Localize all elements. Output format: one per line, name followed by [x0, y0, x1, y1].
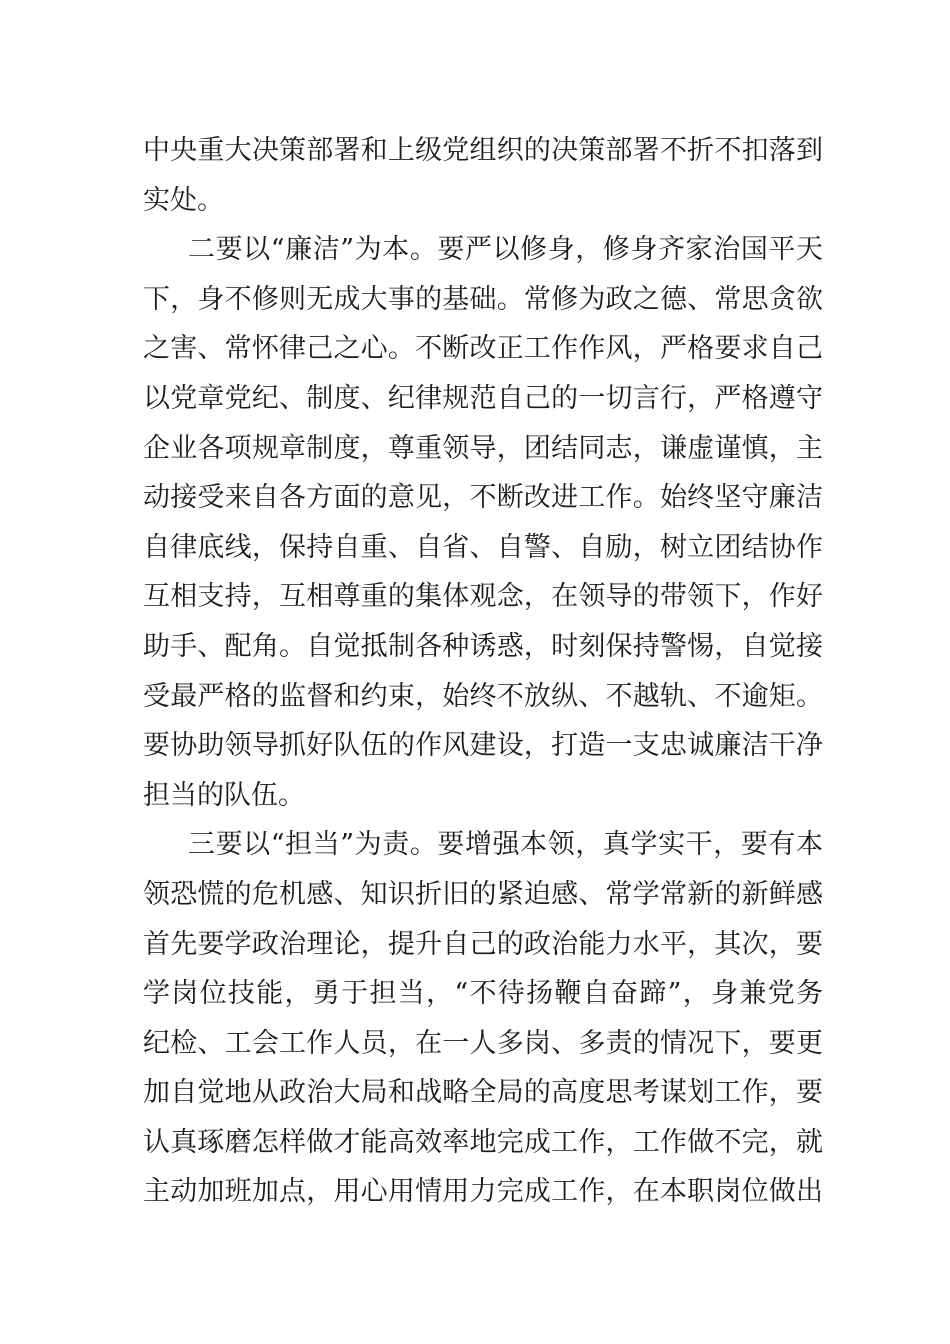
text-line: 加自觉地从政治大局和战略全局的高度思考谋划工作，要	[143, 1077, 823, 1109]
text-line: 以党章党纪、制度、纪律规范自己的一切言行，严格遵守	[143, 382, 823, 414]
text-line: 实处。	[143, 184, 224, 216]
text-line: 学岗位技能，勇于担当，“不待扬鞭自奋蹄”，身兼党务	[143, 978, 823, 1010]
paragraph-start-line: 三要以“担当”为责。要增强本领，真学实干，要有本	[188, 829, 823, 861]
text-line: 主动加班加点，用心用情用力完成工作，在本职岗位做出	[143, 1176, 823, 1208]
text-line: 首先要学政治理论，提升自己的政治能力水平，其次，要	[143, 928, 823, 960]
text-line: 之害、常怀律己之心。不断改正工作作风，严格要求自己	[143, 333, 823, 365]
text-line: 自律底线，保持自重、自省、自警、自励，树立团结协作	[143, 531, 823, 563]
text-line: 企业各项规章制度，尊重领导，团结同志，谦虚谨慎，主	[143, 432, 823, 464]
text-line: 动接受来自各方面的意见，不断改进工作。始终坚守廉洁	[143, 482, 823, 514]
paragraph-start-line: 二要以“廉洁”为本。要严以修身，修身齐家治国平天	[188, 234, 823, 266]
text-line: 要协助领导抓好队伍的作风建设，打造一支忠诚廉洁干净	[143, 730, 823, 762]
text-line: 助手、配角。自觉抵制各种诱惑，时刻保持警惕，自觉接	[143, 630, 823, 662]
text-line: 中央重大决策部署和上级党组织的决策部署不折不扣落到	[143, 135, 823, 166]
text-line: 纪检、工会工作人员，在一人多岗、多责的情况下，要更	[143, 1027, 823, 1059]
text-line: 领恐慌的危机感、知识折旧的紧迫感、常学常新的新鲜感	[143, 878, 823, 910]
document-body	[143, 126, 823, 1217]
text-line: 认真琢磨怎样做才能高效率地完成工作，工作做不完，就	[143, 1126, 823, 1158]
text-line: 互相支持，互相尊重的集体观念，在领导的带领下，作好	[143, 581, 823, 613]
text-line: 担当的队伍。	[143, 779, 305, 811]
text-line: 受最严格的监督和约束，始终不放纵、不越轨、不逾矩。	[143, 680, 823, 712]
text-line: 下，身不修则无成大事的基础。常修为政之德、常思贪欲	[143, 283, 823, 315]
